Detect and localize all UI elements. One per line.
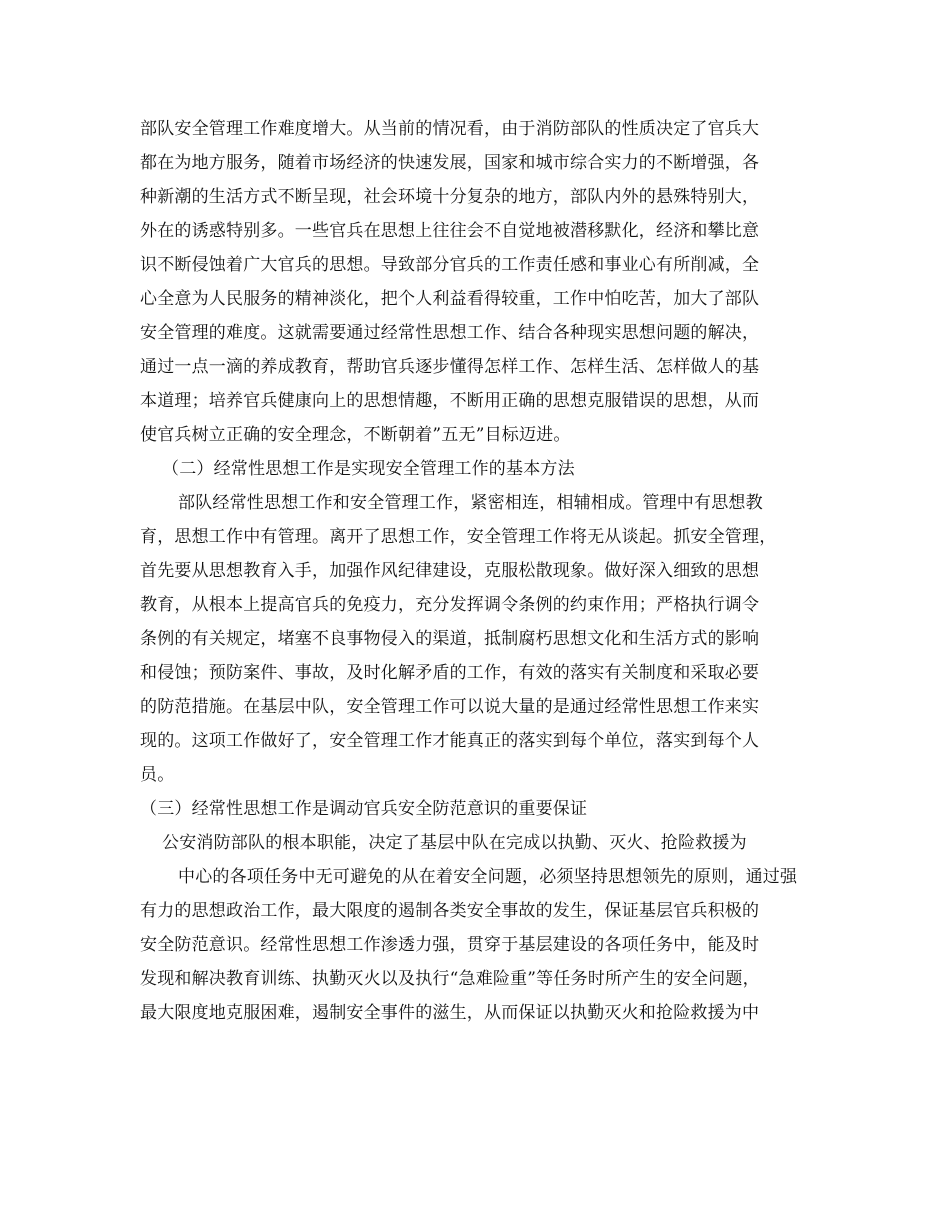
text-line bbox=[140, 1036, 820, 1058]
text-line: 心全意为人民服务的精神淡化，把个人利益看得较重，工作中怕吃苦，加大了部队 bbox=[140, 289, 760, 309]
text-line: 使官兵树立正确的安全理念，不断朝着”五无”目标迈进。 bbox=[140, 425, 571, 445]
text-line: 有力的思想政治工作，最大限度的遏制各类安全事故的发生，保证基层官兵积极的 bbox=[140, 901, 760, 921]
text-line: 的防范措施。在基层中队，安全管理工作可以说大量的是通过经常性思想工作来实 bbox=[140, 697, 760, 717]
text-line: 本道理；培养官兵健康向上的思想情趣，不断用正确的思想克服错误的思想，从而 bbox=[140, 391, 760, 411]
text-line: 育，思想工作中有管理。离开了思想工作，安全管理工作将无从谈起。抓安全管理， bbox=[140, 527, 777, 547]
text-line: 现的。这项工作做好了，安全管理工作才能真正的落实到每个单位，落实到每个人 bbox=[140, 731, 760, 751]
text-line: 和侵蚀；预防案件、事故，及时化解矛盾的工作，有效的落实有关制度和采取必要 bbox=[140, 663, 760, 683]
text-line: 教育，从根本上提高官兵的免疫力，充分发挥调令条例的约束作用；严格执行调令 bbox=[140, 595, 760, 615]
text-line: 种新潮的生活方式不断呈现，社会环境十分复杂的地方，部队内外的悬殊特别大， bbox=[140, 187, 760, 207]
text-line: 安全防范意识。经常性思想工作渗透力强，贯穿于基层建设的各项任务中，能及时 bbox=[140, 935, 760, 955]
text-line: 外在的诱惑特别多。一些官兵在思想上往往会不自觉地被潜移默化，经济和攀比意 bbox=[140, 221, 760, 241]
text-line: 条例的有关规定，堵塞不良事物侵入的渠道，抵制腐朽思想文化和生活方式的影响 bbox=[140, 629, 760, 649]
text-line: 部队经常性思想工作和安全管理工作，紧密相连，相辅相成。管理中有思想教 bbox=[178, 493, 763, 513]
text-line bbox=[140, 1070, 820, 1092]
text-line: 通过一点一滴的养成教育，帮助官兵逐步懂得怎样工作、怎样生活、怎样做人的基 bbox=[140, 357, 760, 377]
text-line: 发现和解决教育训练、执勤灭火以及执行“急难险重”等任务时所产生的安全问题， bbox=[140, 969, 760, 989]
text-line: 都在为地方服务，随着市场经济的快速发展，国家和城市综合实力的不断增强，各 bbox=[140, 153, 760, 173]
text-line: 最大限度地克服困难，遏制安全事件的滋生，从而保证以执勤灭火和抢险救援为中 bbox=[140, 1003, 760, 1023]
section-heading: （二）经常性思想工作是实现安全管理工作的基本方法 bbox=[162, 459, 575, 479]
text-line: 部队安全管理工作难度增大。从当前的情况看，由于消防部队的性质决定了官兵大 bbox=[140, 119, 760, 139]
text-line: （三）经常性思想工作是调动官兵安全防范意识的重要保证 bbox=[140, 799, 588, 819]
text-line: 中心的各项任务中无可避免的从在着安全问题，必须坚持思想领先的原则，通过强 bbox=[178, 867, 798, 887]
text-line: 识不断侵蚀着广大官兵的思想。导致部分官兵的工作责任感和事业心有所削减，全 bbox=[140, 255, 760, 275]
text-line: 员。 bbox=[140, 765, 175, 785]
text-line: 首先要从思想教育入手，加强作风纪律建设，克服松散现象。做好深入细致的思想 bbox=[140, 561, 760, 581]
section-heading: 公安消防部队的根本职能，决定了基层中队在完成以执勤、灭火、抢险救援为 bbox=[162, 833, 747, 853]
text-line: 安全管理的难度。这就需要通过经常性思想工作、结合各种现实思想问题的解决， bbox=[140, 323, 760, 343]
